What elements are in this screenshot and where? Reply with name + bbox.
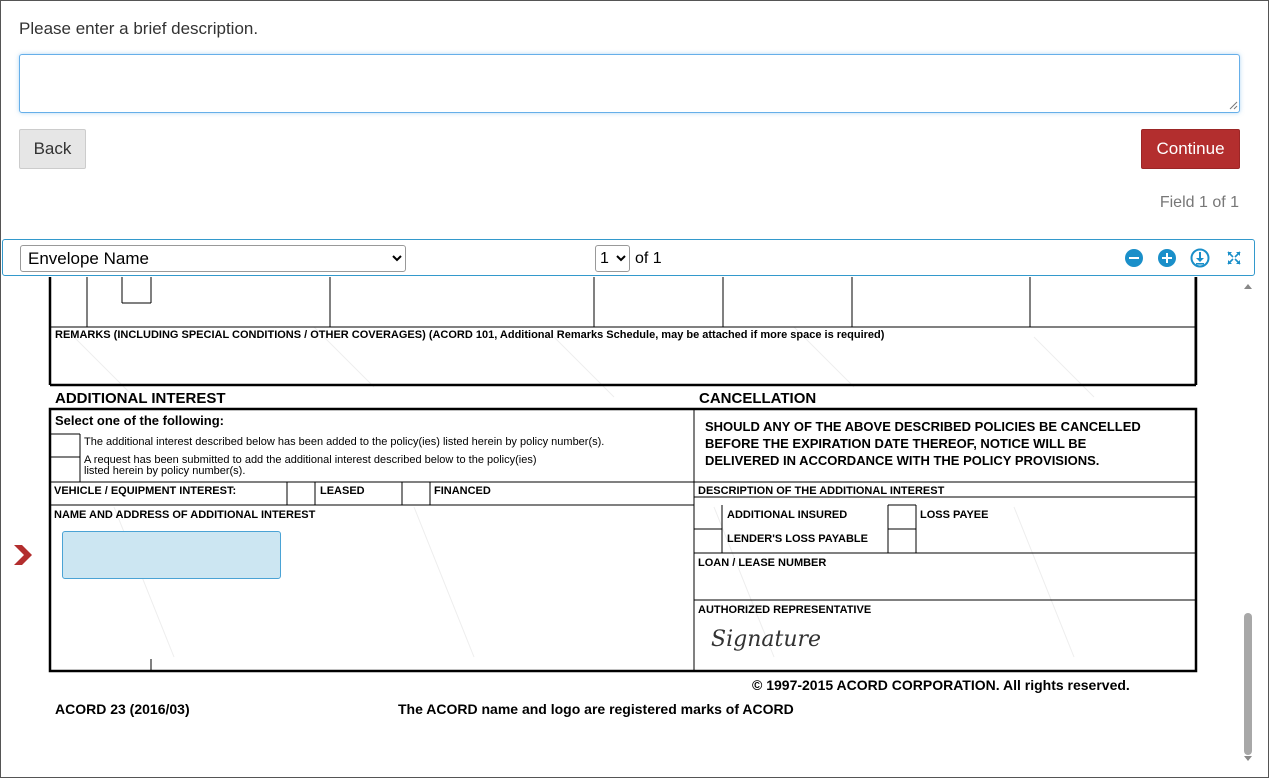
lenders-loss-payable-label: LENDER'S LOSS PAYABLE <box>727 533 868 545</box>
option-added-text: The additional interest described below has been added to the policy(ies) listed herein by policy number(s). <box>84 436 605 448</box>
continue-button[interactable]: Continue <box>1141 129 1240 169</box>
trademark-text: The ACORD name and logo are registered marks of ACORD <box>398 701 794 717</box>
option-request-line2: listed herein by policy number(s). <box>84 465 246 477</box>
signature-image: Signature <box>711 627 822 652</box>
remarks-label: REMARKS (INCLUDING SPECIAL CONDITIONS / OTHER COVERAGES) (ACORD 101, Additional Remarks Schedule, may be attached if more space is required) <box>55 329 885 341</box>
loss-payee-label: LOSS PAYEE <box>920 509 989 521</box>
scroll-down-icon[interactable] <box>1244 756 1252 761</box>
authorized-rep-label: AUTHORIZED REPRESENTATIVE <box>698 604 872 616</box>
document-toolbar <box>2 239 1255 276</box>
prompt-label: Please enter a brief description. <box>19 19 259 38</box>
copyright-text: © 1997-2015 ACORD CORPORATION. All rights reserved. <box>752 677 1130 693</box>
zoom-in-icon[interactable] <box>1157 248 1177 268</box>
field-counter: Field 1 of 1 <box>1159 194 1239 211</box>
vehicle-interest-label: VEHICLE / EQUIPMENT INTEREST: <box>54 485 237 497</box>
name-address-label: NAME AND ADDRESS OF ADDITIONAL INTEREST <box>54 509 316 521</box>
description-input[interactable] <box>19 54 1240 113</box>
description-interest-label: DESCRIPTION OF THE ADDITIONAL INTEREST <box>698 485 945 497</box>
envelope-select[interactable] <box>20 245 406 272</box>
leased-label: LEASED <box>320 485 365 497</box>
select-one-label: Select one of the following: <box>55 413 224 428</box>
additional-interest-heading: ADDITIONAL INTEREST <box>55 390 226 407</box>
active-field-highlight[interactable] <box>62 531 281 579</box>
resize-grip-icon[interactable] <box>1229 101 1238 110</box>
viewer-scrollbar[interactable] <box>1240 277 1257 768</box>
cancel-text-line1: SHOULD ANY OF THE ABOVE DESCRIBED POLICIES BE CANCELLED <box>705 419 1141 434</box>
loan-lease-label: LOAN / LEASE NUMBER <box>698 557 827 569</box>
cancellation-heading: CANCELLATION <box>699 390 817 407</box>
option-request-line1: A request has been submitted to add the additional interest described below to the policy(ies) <box>84 454 537 466</box>
cancel-text-line3: DELIVERED IN ACCORDANCE WITH THE POLICY PROVISIONS. <box>705 453 1100 468</box>
zoom-out-icon[interactable] <box>1124 248 1144 268</box>
document-viewer[interactable] <box>14 277 1230 768</box>
cancel-text-line2: BEFORE THE EXPIRATION DATE THEREOF, NOTICE WILL BE <box>705 436 1087 451</box>
current-field-marker-icon <box>12 543 34 567</box>
scroll-thumb[interactable] <box>1244 613 1252 755</box>
scroll-up-icon[interactable] <box>1244 284 1252 289</box>
acord-form-lines <box>14 277 1230 768</box>
form-id-text: ACORD 23 (2016/03) <box>55 701 190 717</box>
download-icon[interactable] <box>1190 248 1210 268</box>
back-button[interactable]: Back <box>19 129 86 169</box>
financed-label: FINANCED <box>434 485 491 497</box>
additional-insured-label: ADDITIONAL INSURED <box>727 509 848 521</box>
fullscreen-icon[interactable] <box>1224 248 1244 268</box>
page-select[interactable] <box>595 245 630 272</box>
page-total: of 1 <box>635 250 662 267</box>
